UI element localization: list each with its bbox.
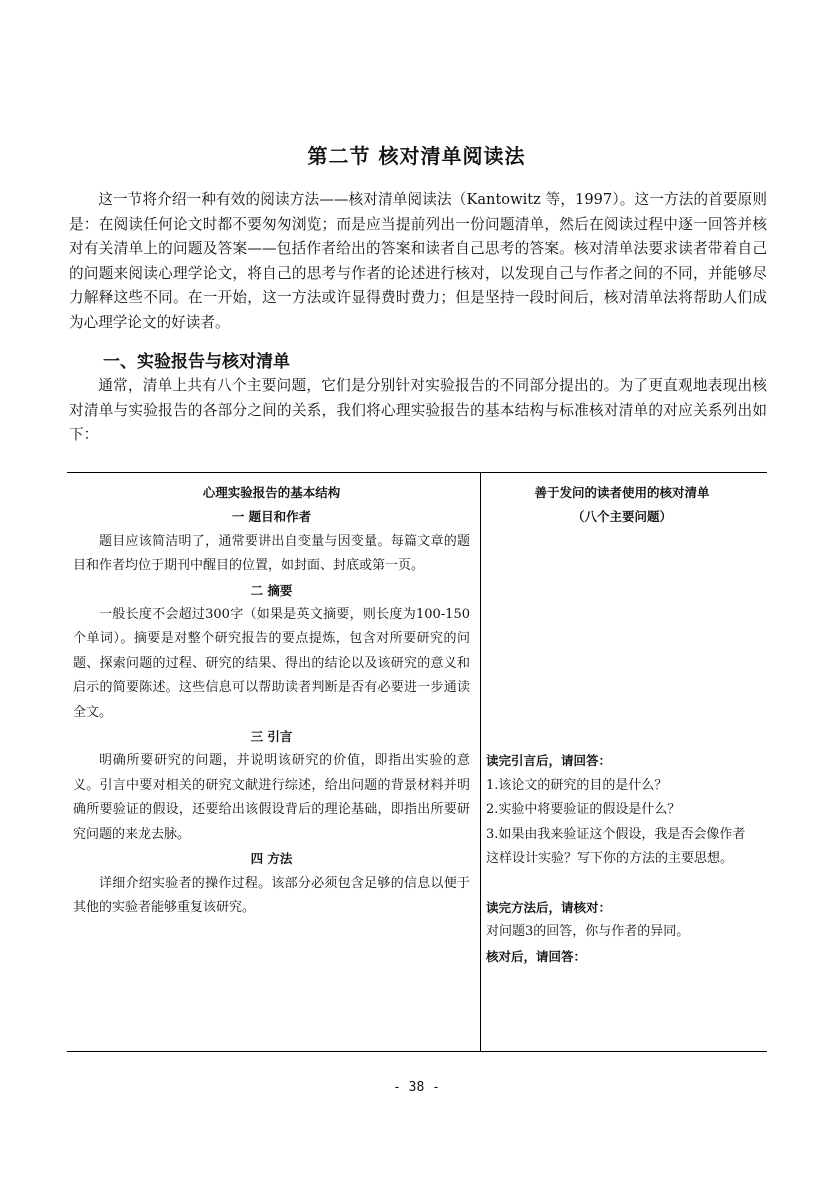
section-heading-title-author: 一 题目和作者 xyxy=(231,509,312,525)
checklist-question-3: 3.如果由我来验证这个假设，我是否会像作者这样设计实验？写下你的方法的主要思想。 xyxy=(486,826,746,866)
section-title: 第二节 核对清单阅读法 xyxy=(307,144,526,168)
intro-paragraph: 这一节将介绍一种有效的阅读方法——核对清单阅读法（Kantowitz 等，1997）。这一方法的首要原则是：在阅读任何论文时都不要匆匆浏览；而是应当提前列出一份问题清单，然后在阅读过程中逐一回答并核对有关清单上的问题及答案——包括作者给出的答案和读者自己思考的答案。核对清单法要求读者带着自己的问题来阅读心理学论文，将自己的思考与作者的论述进行核对，以发现自己与作者之间的不同，并能够尽力解释这些不同。在一开始，这一方法或许显得费时费力；但是坚持一段时间后，核对清单法将帮助人们成为心理学论文的好读者。 xyxy=(69,191,767,331)
table-right-column xyxy=(486,481,758,969)
right-column-header: 善于发问的读者使用的核对清单 xyxy=(534,485,710,500)
method-checklist-text: 对问题3的回答，你与作者的异同。 xyxy=(486,924,690,940)
page-number: - 38 - xyxy=(393,1080,440,1095)
section-heading-introduction: 三 引言 xyxy=(250,729,293,745)
comparison-table xyxy=(67,472,767,1052)
section-text-abstract: 一般长度不会超过300字（如果是英文摘要，则长度为100-150个单词）。摘要是对整个研究报告的要点提炼，包含对所要研究的问题、探索问题的过程、研究的结果、得出的结论以及该研究的意义和启示的简要陈述。这些信息可以帮助读者判断是否有必要进一步通读全文。 xyxy=(73,607,470,720)
section-text-title-author: 题目应该简洁明了，通常要讲出自变量与因变量。每篇文章的题目和作者均位于期刊中醒目的位置，如封面、封底或第一页。 xyxy=(73,533,470,574)
method-checklist-heading: 读完方法后，请核对： xyxy=(486,899,612,915)
checklist-question-2: 2.实验中将要验证的假设是什么？ xyxy=(486,802,681,818)
left-column-header: 心理实验报告的基本结构 xyxy=(202,485,341,500)
checklist-question-1: 1.该论文的研究的目的是什么？ xyxy=(486,777,668,793)
section-heading-method: 四 方法 xyxy=(250,851,293,867)
section-text-introduction: 明确所要研究的问题，并说明该研究的价值，即指出实验的意义。引言中要对相关的研究文献进行综述，给出问题的背景材料并明确所要验证的假设，还要给出该假设背后的理论基础，即指出所要研究问题的来龙去脉。 xyxy=(73,753,470,842)
subheading: 一、实验报告与核对清单 xyxy=(103,352,290,372)
section-heading-abstract: 二 摘要 xyxy=(250,582,293,598)
column-divider xyxy=(480,473,481,1051)
table-left-column xyxy=(73,481,470,920)
second-paragraph: 通常，清单上共有八个主要问题，它们是分别针对实验报告的不同部分提出的。为了更直观地表现出核对清单与实验报告的各部分之间的关系，我们将心理实验报告的基本结构与标准核对清单的对应关系列出如下： xyxy=(69,377,767,444)
after-check-heading: 核对后，请回答： xyxy=(486,948,587,964)
intro-checklist-heading: 读完引言后，请回答： xyxy=(486,753,612,769)
section-text-method: 详细介绍实验者的操作过程。该部分必须包含足够的信息以便于其他的实验者能够重复该研究。 xyxy=(73,875,470,915)
right-column-subheader: （八个主要问题） xyxy=(571,509,672,525)
